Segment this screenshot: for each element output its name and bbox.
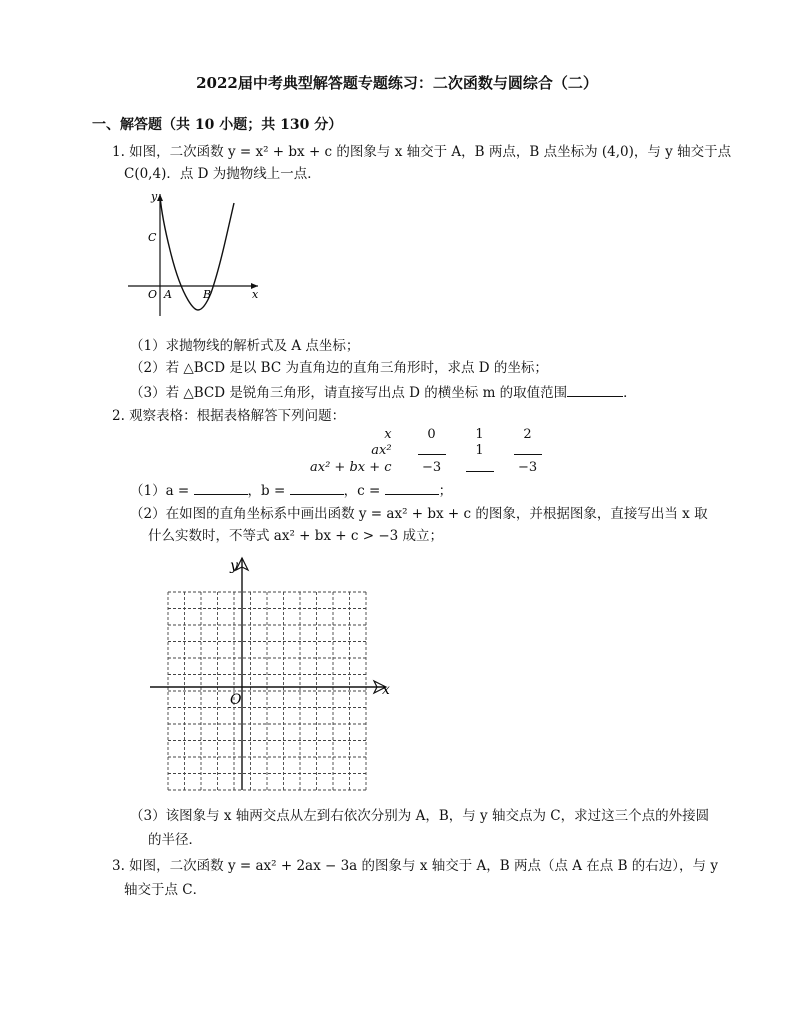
grid-x-label: x — [382, 682, 390, 698]
table-cell-blank — [504, 442, 552, 459]
table-cell: −3 — [517, 459, 538, 475]
q2-b-answer-blank — [290, 480, 344, 495]
table-cell: 1 — [475, 427, 484, 442]
q1-graph-origin-label: O — [148, 288, 158, 301]
section-heading: 一、解答题（共 10 小题；共 130 分） — [92, 117, 343, 133]
table-row — [300, 428, 552, 442]
q2-value-table — [300, 428, 552, 476]
q3-stem-line1: 3. 如图，二次函数 y = ax² + 2ax − 3a 的图象与 x 轴交于 A，B 两点（点 A 在点 B 的右边），与 y — [112, 858, 718, 874]
q2-sub1-c-text: ，c = — [343, 483, 381, 499]
table-cell: 2 — [523, 427, 532, 442]
table-cell: 0 — [427, 427, 436, 442]
q2-sub2-line1: （2）在如图的直角坐标系中画出函数 y = ax² + bx + c 的图象，并根据图象，直接写出当 x 取 — [130, 506, 708, 522]
table-row-label: x — [384, 427, 392, 442]
page-title: 2022届中考典型解答题专题练习：二次函数与圆综合（二） — [196, 74, 598, 92]
q2-sub3-line1: （3）该图象与 x 轴两交点从左到右依次分别为 A，B，与 y 轴交点为 C，求过这三个点的外接圆 — [130, 808, 710, 824]
table-cell: 1 — [475, 442, 484, 458]
q1-graph-c-label: C — [148, 231, 157, 244]
table-cell-blank — [456, 459, 504, 476]
table-cell-blank — [408, 442, 456, 459]
grid-y-label: y — [230, 558, 238, 574]
q1-sub3 — [130, 382, 637, 403]
q1-graph-y-label: y — [151, 190, 158, 203]
q1-stem-line2: C(0,4)．点 D 为抛物线上一点． — [124, 166, 321, 182]
table-row-label: ax² + bx + c — [310, 459, 392, 475]
q2-stem: 2. 观察表格：根据表格解答下列问题： — [112, 408, 346, 424]
q2-sub2-line2: 什么实数时，不等式 ax² + bx + c > −3 成立； — [148, 528, 444, 544]
q2-c-answer-blank — [385, 480, 439, 495]
q3-stem-line2: 轴交于点 C． — [124, 882, 207, 898]
q1-graph-b-label: B — [203, 288, 212, 301]
table-row — [300, 442, 552, 459]
q1-sub1: （1）求抛物线的解析式及 A 点坐标； — [130, 338, 360, 354]
table-cell: −3 — [421, 459, 442, 475]
q2-sub1 — [130, 480, 452, 501]
grid-origin-label: O — [230, 692, 242, 708]
q2-sub1-a-text: （1）a = — [130, 483, 190, 499]
q1-sub3-text: （3）若 △BCD 是锐角三角形，请直接写出点 D 的横坐标 m 的取值范围 — [130, 385, 568, 401]
q2-coordinate-grid — [146, 554, 398, 794]
q2-sub3-line2: 的半径． — [148, 832, 202, 848]
q1-stem-line1: 1. 如图，二次函数 y = x² + bx + c 的图象与 x 轴交于 A，B 两点，B 点坐标为 (4,0)，与 y 轴交于点 — [112, 144, 732, 160]
q1-sub3-answer-blank — [567, 382, 623, 397]
q1-graph-a-label: A — [164, 288, 172, 301]
q1-sub2: （2）若 △BCD 是以 BC 为直角边的直角三角形时，求点 D 的坐标； — [130, 360, 548, 376]
q2-sub1-end: ； — [438, 483, 453, 499]
table-row — [300, 459, 552, 476]
grid-lines — [168, 592, 366, 790]
q1-graph-x-label: x — [252, 288, 259, 301]
q1-sub3-end: ． — [623, 385, 637, 401]
q1-parabola-graph — [118, 188, 268, 318]
table-row-label: ax² — [371, 442, 392, 458]
q2-a-answer-blank — [194, 480, 248, 495]
q2-sub1-b-text: ，b = — [247, 483, 286, 499]
